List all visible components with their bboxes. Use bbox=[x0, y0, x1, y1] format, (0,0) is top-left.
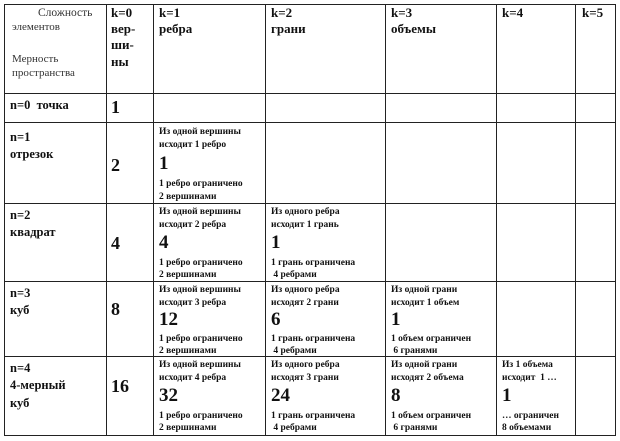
header-k2: k=2 bbox=[271, 5, 293, 20]
cell-note: 1 ребро ограничено bbox=[159, 258, 243, 268]
corner-label-elements: элементов bbox=[12, 21, 60, 33]
row-divider bbox=[4, 203, 616, 204]
cell-note: Из одной вершины bbox=[159, 360, 241, 370]
header-k4: k=4 bbox=[502, 5, 524, 20]
header-k2: грани bbox=[271, 21, 306, 36]
cell-count: 6 bbox=[271, 309, 281, 330]
cell-note: 4 ребрами bbox=[271, 346, 317, 356]
cell-note: 4 ребрами bbox=[271, 423, 317, 433]
cell-note: 2 вершинами bbox=[159, 423, 217, 433]
row-label: 4-мерный bbox=[10, 378, 66, 392]
table-border-left bbox=[4, 4, 5, 436]
cell-count: 24 bbox=[271, 385, 290, 406]
cell-note: 1 ребро ограничено bbox=[159, 411, 243, 421]
row-label: n=1 bbox=[10, 130, 31, 144]
cell-note: 1 объем ограничен bbox=[391, 334, 472, 344]
header-k1: k=1 bbox=[159, 5, 181, 20]
vertex-count: 8 bbox=[111, 299, 120, 319]
cell-count: 1 bbox=[271, 232, 281, 253]
cell-note: Из одной вершины bbox=[159, 285, 241, 295]
cell-note: 1 грань ограничена bbox=[271, 258, 356, 268]
cell-note: исходят 2 объема bbox=[391, 373, 464, 383]
cell-note: Из одной грани bbox=[391, 360, 458, 370]
table-border-bottom bbox=[4, 435, 616, 436]
row-label: отрезок bbox=[10, 147, 54, 161]
cell-note: исходит 4 ребра bbox=[159, 373, 227, 383]
vertex-count: 16 bbox=[111, 376, 129, 396]
row-label: куб bbox=[10, 303, 30, 317]
col-divider bbox=[265, 4, 266, 436]
header-k0: k=0 bbox=[111, 5, 133, 20]
cell-note: исходит 1 … bbox=[502, 373, 557, 383]
cell-note: исходит 2 ребра bbox=[159, 220, 227, 230]
cell-note: Из одного ребра bbox=[271, 360, 340, 370]
vertex-count: 2 bbox=[111, 155, 120, 175]
row-label: n=4 bbox=[10, 361, 31, 375]
row-label: n=2 bbox=[10, 208, 31, 222]
cell-count: 4 bbox=[159, 232, 169, 253]
row-label: куб bbox=[10, 396, 30, 410]
cell-note: 2 вершинами bbox=[159, 346, 217, 356]
table-border-right bbox=[615, 4, 616, 436]
cell-count: 1 bbox=[502, 385, 512, 406]
header-k1: ребра bbox=[159, 21, 193, 36]
header-k3: k=3 bbox=[391, 5, 413, 20]
cell-note: Из одной грани bbox=[391, 285, 458, 295]
cell-note: исходит 1 ребро bbox=[159, 140, 227, 150]
cell-note: 1 ребро ограничено bbox=[159, 334, 243, 344]
cell-note: 6 гранями bbox=[391, 423, 438, 433]
cell-note: 2 вершинами bbox=[159, 192, 217, 202]
header-k0: ны bbox=[111, 54, 129, 69]
cell-note: исходит 1 объем bbox=[391, 298, 460, 308]
table-border-top bbox=[4, 4, 616, 5]
cell-note: Из 1 объема bbox=[502, 360, 553, 370]
row-divider bbox=[4, 122, 616, 123]
col-divider bbox=[385, 4, 386, 436]
cell-note: исходит 1 грань bbox=[271, 220, 339, 230]
cell-note: … ограничен bbox=[502, 411, 559, 421]
row-label: квадрат bbox=[10, 225, 56, 239]
cell-count: 1 bbox=[391, 309, 401, 330]
col-divider bbox=[575, 4, 576, 436]
cell-note: 1 ребро ограничено bbox=[159, 179, 243, 189]
cell-note: 1 грань ограничена bbox=[271, 411, 356, 421]
cell-note: Из одной вершины bbox=[159, 127, 241, 137]
corner-label-dimension: пространства bbox=[12, 67, 75, 79]
header-k3: объемы bbox=[391, 21, 437, 36]
cell-note: исходят 3 грани bbox=[271, 373, 339, 383]
cell-note: исходит 3 ребра bbox=[159, 298, 227, 308]
col-divider bbox=[153, 4, 154, 436]
cell-note: 4 ребрами bbox=[271, 270, 317, 280]
cell-note: Из одного ребра bbox=[271, 207, 340, 217]
header-k0: вер- bbox=[111, 21, 136, 36]
vertex-count: 1 bbox=[111, 97, 120, 117]
cell-count: 8 bbox=[391, 385, 401, 406]
cell-note: 8 объемами bbox=[502, 423, 552, 433]
row-label: n=3 bbox=[10, 286, 31, 300]
header-k0: ши- bbox=[111, 37, 134, 52]
col-divider bbox=[106, 4, 107, 436]
cell-note: 2 вершинами bbox=[159, 270, 217, 280]
row-divider bbox=[4, 93, 616, 94]
cell-count: 1 bbox=[159, 153, 169, 174]
header-k5: k=5 bbox=[582, 5, 604, 20]
corner-label-elements: Сложность bbox=[38, 7, 93, 19]
cell-count: 12 bbox=[159, 309, 178, 330]
cell-note: Из одной вершины bbox=[159, 207, 241, 217]
vertex-count: 4 bbox=[111, 233, 120, 253]
row-label: n=0 точка bbox=[10, 98, 69, 112]
col-divider bbox=[496, 4, 497, 436]
cell-count: 32 bbox=[159, 385, 178, 406]
corner-label-dimension: Мерность bbox=[12, 53, 59, 65]
cell-note: 1 объем ограничен bbox=[391, 411, 472, 421]
cell-note: 1 грань ограничена bbox=[271, 334, 356, 344]
cell-note: исходят 2 грани bbox=[271, 298, 339, 308]
cell-note: Из одного ребра bbox=[271, 285, 340, 295]
cell-note: 6 гранями bbox=[391, 346, 438, 356]
